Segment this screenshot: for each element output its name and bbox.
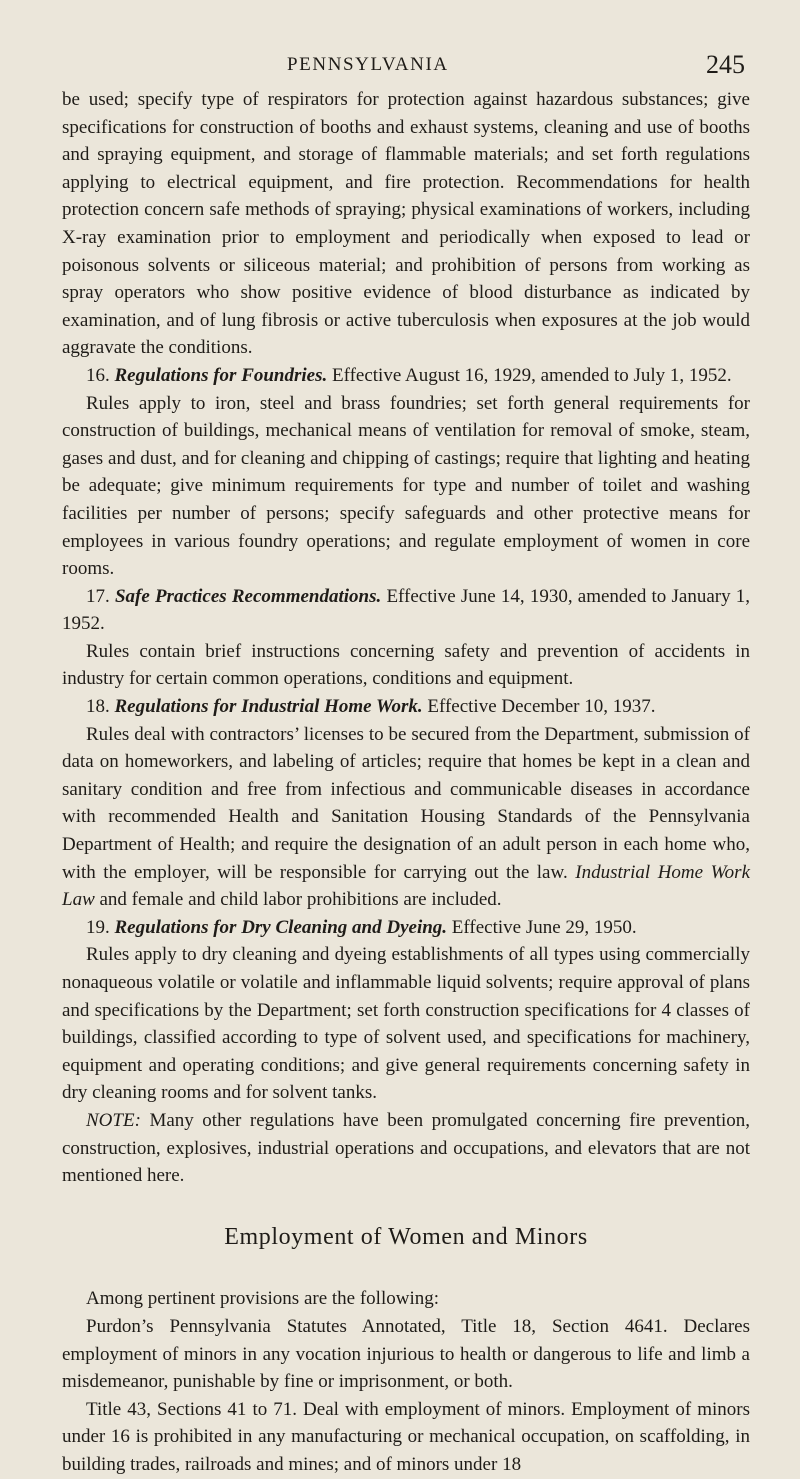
regulation-title: Regulations for Foundries. [114, 364, 328, 386]
regulation-title: Regulations for Industrial Home Work. [114, 696, 423, 718]
section-heading: Employment of Women and Minors [224, 1223, 588, 1250]
regulation-19-body: Rules apply to dry cleaning and dyeing establishments of all types using commercially nonaqueous volatile or volatile and inflammable liquid solvents; require approval of plans and specifications by the Department; set forth construction specifications for 4 classes of buildings, classified according to type of solvent used, and specifications for machinery, equipment and operating conditions; and give general requirements concerning safety in dry cleaning rooms and for solvent tanks. [62, 944, 750, 1104]
regulation-effective-date: Effective June 14, 1930, amended to January 1, 1952. [62, 585, 751, 635]
note-text: Many other regulations have been promulgated concerning fire prevention, construction, explosives, industrial operations and occupations, and elevators that are not mentioned here. [62, 1109, 750, 1187]
running-title: PENNSYLVANIA [287, 54, 449, 75]
regulation-number: 18. [86, 696, 110, 718]
regulation-16-body: Rules apply to iron, steel and brass foundries; set forth general requirements for construction of buildings, mechanical means of ventilation for removal of smoke, steam, gases and dust, and for cleaning and chipping of castings; require that lighting and heating be adequate; give minimum requirements for type and number of toilet and washing facilities per number of persons; specify safeguards and other protective means for employees in various foundry operations; and regulate employment of women in core rooms. [62, 392, 750, 580]
statute-paragraph-purdon: Purdon’s Pennsylvania Statutes Annotated, Title 18, Section 4641. Declares employment of minors in any vocation injurious to health or dangerous to life and limb a misdemeanor, punishable by fine or imprisonment, or both. [62, 1315, 750, 1393]
page-header [0, 50, 800, 80]
regulation-title: Safe Practices Recommendations. [114, 585, 382, 607]
note-paragraph [62, 1107, 750, 1190]
statute-paragraph-title43: Title 43, Sections 41 to 71. Deal with employment of minors. Employment of minors under 16 is prohibited in any manufacturing or mechanical occupation, on scaffolding, in building trades, railroads and mines; and of minors under 18 [62, 1398, 750, 1475]
page-body [62, 86, 750, 1479]
regulation-17-heading [62, 583, 750, 638]
regulation-18-heading [62, 693, 750, 721]
regulation-18-body-end: and female and child labor prohibitions are included. [99, 889, 502, 911]
regulation-number: 17. [86, 585, 110, 607]
regulation-title: Regulations for Dry Cleaning and Dyeing. [114, 916, 448, 938]
regulation-effective-date: Effective August 16, 1929, amended to July 1, 1952. [332, 364, 732, 386]
page-number: 245 [706, 50, 745, 79]
intro-paragraph: Among pertinent provisions are the following: [86, 1288, 440, 1310]
paragraph-spray-rules: be used; specify type of respirators for protection against hazardous substances; give specifications for construction of booths and exhaust systems, cleaning and use of booths and spraying equipment, and storage of flammable materials; and set forth regulations applying to electrical equipment, and fire protection. Recommendations for health protection concern safe methods of spraying; physical examinations of workers, including X-ray examination prior to employment and periodically when exposed to lead or poisonous solvents or siliceous material; and prohibition of persons from working as spray operators who show positive evidence of blood disturbance as indicated by examination, and of lung fibrosis or active tuberculosis when exposures at the job would aggravate the conditions. [62, 89, 750, 359]
law-title: Industrial Home Work Law [62, 861, 751, 911]
regulation-18-body [62, 721, 750, 914]
regulation-number: 19. [86, 916, 110, 938]
regulation-18-body-text: Rules deal with contractors’ licenses to be secured from the Department, submission of data on homeworkers, and labeling of articles; require that homes be kept in a clean and sanitary condition and free from infectious and communicable diseases in accordance with recommended Health and Sanitation Housing Standards of the Pennsylvania Department of Health; and require the designation of an adult person in each home who, with the employer, will be responsible for carrying out the law. [62, 723, 750, 883]
regulation-16-heading [62, 362, 750, 390]
regulation-number: 16. [86, 364, 110, 386]
regulation-17-body: Rules contain brief instructions concerning safety and prevention of accidents in industry for certain common operations, conditions and equipment. [62, 640, 750, 690]
note-label: NOTE: [86, 1109, 141, 1131]
regulation-effective-date: Effective December 10, 1937. [427, 696, 656, 718]
regulation-effective-date: Effective June 29, 1950. [451, 916, 637, 938]
regulation-19-heading [62, 914, 750, 942]
